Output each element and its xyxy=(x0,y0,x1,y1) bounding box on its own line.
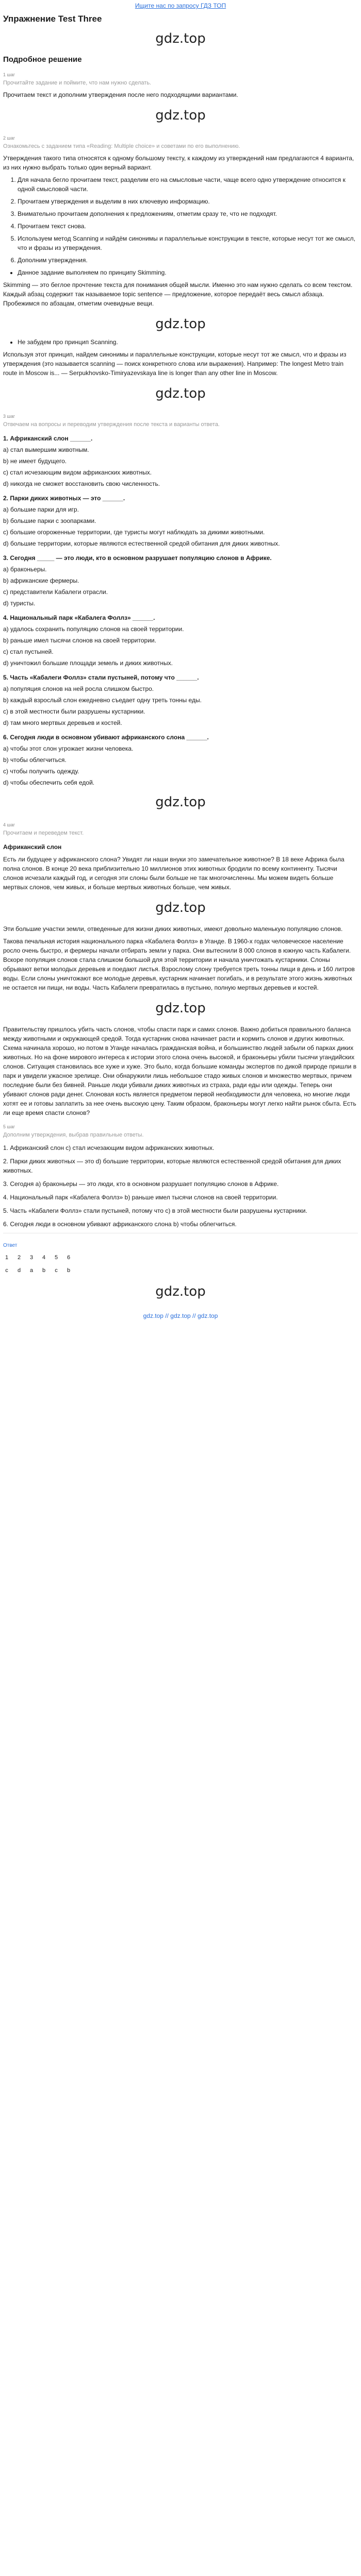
option: c) представители Кабалеги отрасли. xyxy=(3,588,108,596)
option: a) популяция слонов на ней росла слишком быстро. xyxy=(3,685,154,692)
option: d) никогда не сможет восстановить свою численность. xyxy=(3,480,160,487)
option: a) чтобы этот слон угрожает жизни человека. xyxy=(3,745,134,752)
tips-list xyxy=(3,175,358,265)
option: d) туристы. xyxy=(3,600,36,607)
question: 6. Сегодня люди в основном убивают африканского слона ______. xyxy=(3,734,209,741)
option: c) стал пустыней. xyxy=(3,648,54,655)
bullet-list xyxy=(3,268,358,277)
option: d) там много мертвых деревьев и костей. xyxy=(3,719,122,726)
watermark: gdz.top xyxy=(155,108,206,123)
step-label: 5 шаг xyxy=(3,1124,15,1129)
question: 3. Сегодня _____ — это люди, кто в основном разрушает популяцию слонов в Африке. xyxy=(3,554,272,562)
answer-letter: c xyxy=(55,1267,58,1274)
step-task: Прочитайте задание и поймите, что нам нужно сделать. xyxy=(3,79,152,86)
option: a) удалось сохранить популяцию слонов на своей территории. xyxy=(3,625,184,633)
question-block xyxy=(3,434,358,488)
text-title: Африканский слон xyxy=(3,843,62,851)
question: 5. Часть «Кабалеги Фоллз» стали пустыней, потому что ______. xyxy=(3,674,199,681)
list-item: • Данное задание выполняем по принципу Skimming. xyxy=(18,268,358,277)
answer-number: 6 xyxy=(67,1255,71,1261)
step-label: 3 шаг xyxy=(3,414,15,419)
watermark: gdz.top xyxy=(155,1001,206,1016)
option: c) большие огороженные территории, где туристы могут наблюдать за дикими животными. xyxy=(3,529,265,536)
answer-tag: Ответ xyxy=(3,1243,18,1248)
question: 1. Африканский слон ______. xyxy=(3,435,93,442)
answer-item: 3. Сегодня a) браконьеры — это люди, кто в основном разрушает популяцию слонов в Африке. xyxy=(3,1180,279,1188)
answer-number: 1 xyxy=(5,1255,9,1261)
list-item: 4. Прочитаем текст снова. xyxy=(18,222,358,231)
option: c) чтобы получить одежду. xyxy=(3,768,79,775)
watermark: gdz.top xyxy=(155,900,206,916)
watermark: gdz.top xyxy=(155,316,206,332)
answer-letter: b xyxy=(42,1267,46,1274)
step-text: Прочитаем текст и дополним утверждения после него подходящими вариантами. xyxy=(3,91,238,98)
answer-item: 4. Национальный парк «Кабалега Фоллз» b) раньше имел тысячи слонов на своей территории. xyxy=(3,1194,278,1201)
bullet-list xyxy=(3,337,358,347)
question-block xyxy=(3,613,358,668)
option: d) чтобы обеспечить себя едой. xyxy=(3,779,95,786)
list-item: 5. Используем метод Scanning и найдём синонимы и параллельные конструкции в тексте, которые несут тот же смысл, что и фразы из утверждения. xyxy=(18,234,358,252)
answer-number: 3 xyxy=(29,1255,34,1261)
answer-letters xyxy=(3,1266,358,1275)
list-item: 6. Дополним утверждения. xyxy=(18,256,358,265)
list-item: 2. Прочитаем утверждения и выделим в них ключевую информацию. xyxy=(18,197,358,206)
answer-number: 4 xyxy=(42,1255,46,1261)
step-intro: Утверждения такого типа относятся к одному большому тексту, к каждому из утверждений нам предлагаются 4 варианта, из них нужно выбрать только один верный вариант. xyxy=(3,155,354,171)
step-task: Прочитаем и переведем текст. xyxy=(3,829,84,836)
step-label: 2 шаг xyxy=(3,135,15,141)
watermark: gdz.top xyxy=(155,1284,206,1299)
answer-item: 6. Сегодня люди в основном убивают африканского слона b) чтобы облегчиться. xyxy=(3,1221,237,1228)
option: b) большие парки с зоопарками. xyxy=(3,517,96,524)
list-item: • Не забудем про принцип Scanning. xyxy=(18,337,358,347)
option: a) браконьеры. xyxy=(3,566,47,573)
option: b) каждый взрослый слон ежедневно съедает одну треть тонны еды. xyxy=(3,697,202,704)
answer-letter: d xyxy=(17,1267,21,1274)
step-label: 4 шаг xyxy=(3,822,15,827)
option: d) уничтожил большие площади земель и диких животных. xyxy=(3,659,173,667)
solution-subtitle: Подробное решение xyxy=(3,55,82,64)
answer-item: 5. Часть «Кабалеги Фоллз» стали пустыней, потому что c) в этой местности были разрушены кустарники. xyxy=(3,1207,307,1214)
step-label: 1 шаг xyxy=(3,72,15,77)
text-paragraph: Есть ли будущее у африканского слона? Увидят ли наши внуки это замечательное животное? В 18 веке Африка была полна слонов. В конце 20 века приблизительно 10 миллионов этих животных бродили по всему континенту. Тысячи слонов исчезали каждый год, и сегодня эти слоны были больше не так многочисленны. Мы можем видеть больше мертвых слонов, чем живых, и больше мертвых животных больше, чем живых. xyxy=(3,856,344,891)
step-task: Ознакомьтесь с заданием типа «Reading: Multiple choice» и советами по его выполнению. xyxy=(3,143,240,149)
option: b) не имеет будущего. xyxy=(3,457,67,465)
answer-item: 1. Африканский слон c) стал исчезающим видом африканских животных. xyxy=(3,1144,215,1151)
page-title: Упражнение Test Three xyxy=(3,14,102,24)
answer-numbers xyxy=(3,1253,358,1262)
answer-item: 2. Парки диких животных — это d) большие территории, которые являются естественной средой обитания для диких животных. xyxy=(3,1158,341,1174)
option: c) стал исчезающим видом африканских животных. xyxy=(3,469,152,476)
watermark: gdz.top xyxy=(155,794,206,810)
answer-number: 5 xyxy=(54,1255,58,1261)
scanning-paragraph: Используя этот принцип, найдем синонимы и параллельные конструкции, которые несут тот же смысл, что и фразы из утверждения (это называется scanning — поиск конкретного слова или выражения). Например: The longest Metro train route in Moscow is... — Serpukhovsko-Timiryazevskaya line is longer than any other line in Moscow. xyxy=(3,351,347,377)
text-paragraph: Правительству пришлось убить часть слонов, чтобы спасти парк и самих слонов. Важно добиться правильного баланса между животными и окружающей средой. Тогда кустарник снова начинает расти и кормить слонов и других животных. Схема начинала хорошо, но потом в Уганде началась гражданская война, и большинство людей забыли об парках диких животных. Но на фоне мирового интереса к истории этого слона очень высокой, и браконьеры убили тысячи угандийских слонов. Ситуация становилась все хуже и хуже. Это было, когда большие команды экспертов по дикой природе пришли в парк и увидели ужасное зрелище. Они обнаружили лишь небольшое стадо живых слонов и множество мертвых, причем последние были без бивней. Раньше люди убивали диких животных из страха, ради еды или одежды. Теперь они убивают слонов ради денег. Слоновая кость является предметом первой необходимости для человека, но многие люди хотят ее и готовы заплатить за нее очень высокую цену. Таким образом, браконьеры могут легко найти рынок сбыта. Есть ли еще время спасти слонов? xyxy=(3,1026,357,1116)
question-block xyxy=(3,673,358,727)
option: a) стал вымершим животным. xyxy=(3,446,89,453)
answer-letter: c xyxy=(5,1267,8,1274)
question: 4. Национальный парк «Кабалега Фоллз» ______. xyxy=(3,614,155,621)
option: b) африканские фермеры. xyxy=(3,577,79,584)
answer-letter: a xyxy=(29,1267,34,1274)
option: c) в этой местности были разрушены кустарники. xyxy=(3,708,145,715)
top-promo-link[interactable]: Ищите нас по запросу ГДЗ ТОП xyxy=(135,2,226,9)
list-item: 1. Для начала бегло прочитаем текст, разделим его на смысловые части, чаще всего одно утверждение относится к одной смысловой части. xyxy=(18,175,358,194)
option: d) большие территории, которые являются естественной средой обитания для диких животных. xyxy=(3,540,280,547)
text-paragraph: Эти большие участки земли, отведенные для жизни диких животных, имеют довольно маленькую популяцию слонов. xyxy=(3,925,343,933)
question-block xyxy=(3,553,358,608)
question: 2. Парки диких животных — это ______. xyxy=(3,495,125,502)
text-paragraph: Такова печальная история национального парка «Кабалега Фоллз» в Уганде. В 1960-х годах человеческое население росло очень быстро, и фермеры начали отбирать земли у парка. Они вытеснили 8 000 слонов в южную часть Кабалеги. Вскоре популяция слонов стала слишком большой для этой территории и начала уничтожать кустарники. Слоны обрывают ветки молодых деревьев и поедают листья. Взрослому слону требуется треть тонны пищи в день и 160 литров воды. Если слоны уничтожают все молодые деревья, кустарник начинает погибать, и в результате этого жизнь животных не остается ни пищи, ни воды. Часть Кабалеги превратилась в пустыню, полную мертвых деревьев и костей. xyxy=(3,938,355,991)
answer-letter: b xyxy=(67,1267,71,1274)
watermark: gdz.top xyxy=(155,30,206,46)
option: b) раньше имел тысячи слонов на своей территории. xyxy=(3,637,156,644)
step-task: Дополним утверждения, выбрав правильные ответы. xyxy=(3,1131,144,1138)
answer-number: 2 xyxy=(17,1255,21,1261)
question-block xyxy=(3,494,358,548)
skimming-paragraph: Skimming — это беглое прочтение текста для понимания общей мысли. Именно это нам нужно сделать со всем текстом. Каждый абзац содержит так называемое topic sentence — предложение, которое передаёт весь смысл абзаца. Пробежимся по абзацам, отметим очевидные вещи. xyxy=(3,281,353,307)
question-block xyxy=(3,733,358,787)
step-task: Отвечаем на вопросы и переводим утверждения после текста и варианты ответа. xyxy=(3,421,220,428)
option: a) большие парки для игр. xyxy=(3,506,79,513)
watermark: gdz.top xyxy=(155,386,206,401)
list-item: 3. Внимательно прочитаем дополнения к предложениям, отметим сразу те, что не подходят. xyxy=(18,209,358,218)
option: b) чтобы облегчиться. xyxy=(3,756,67,764)
footer-links[interactable]: gdz.top // gdz.top // gdz.top xyxy=(143,1312,218,1319)
